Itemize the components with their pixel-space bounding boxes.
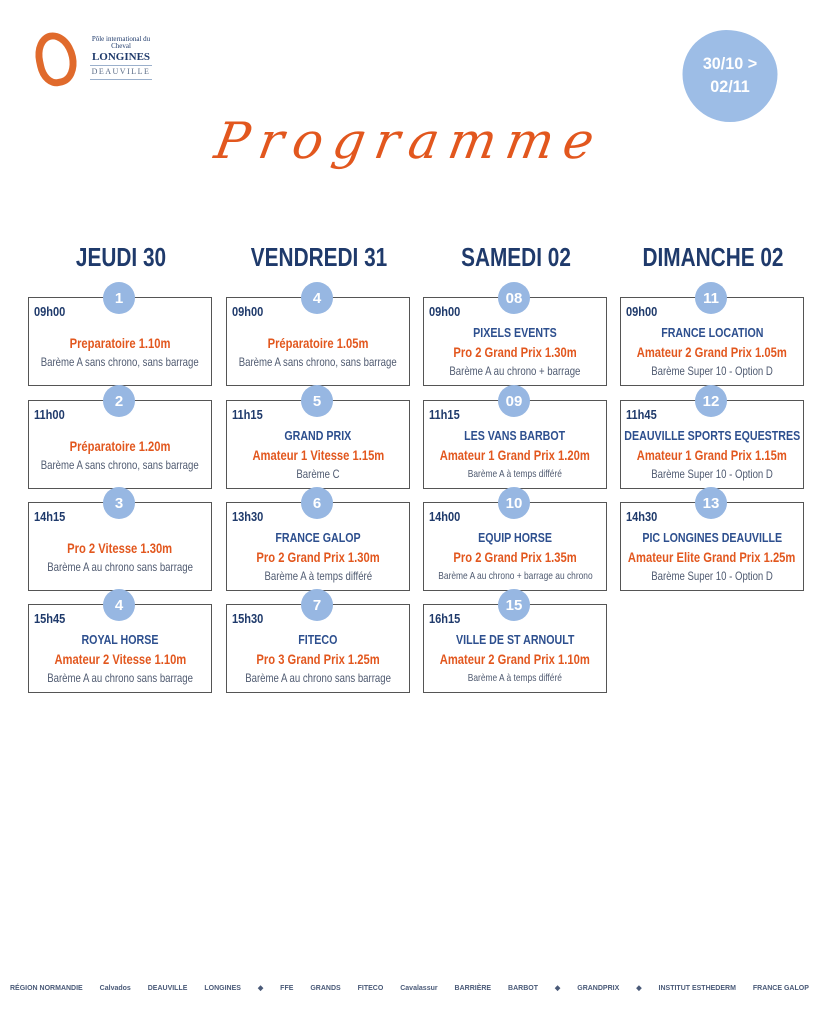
day-column bbox=[28, 240, 214, 685]
event-bareme: Barème A au chrono sans barrage bbox=[47, 559, 193, 574]
event-name: Pro 2 Grand Prix 1.35m bbox=[453, 548, 577, 565]
event-time: 11h45 bbox=[626, 407, 657, 422]
event-bareme: Barème A au chrono + barrage au chrono bbox=[437, 569, 593, 582]
event-card bbox=[423, 289, 607, 386]
sponsor-logo: ◆ bbox=[554, 985, 561, 992]
event-number-badge: 11 bbox=[695, 282, 727, 314]
event-name: Amateur 1 Vitesse 1.15m bbox=[252, 446, 384, 463]
event-bareme: Barème A sans chrono, sans barrage bbox=[41, 457, 199, 472]
sponsor-logo: BARRIÈRE bbox=[454, 984, 492, 992]
event-name: Amateur Elite Grand Prix 1.25m bbox=[628, 548, 796, 565]
sponsor-logo: BARBOT bbox=[508, 984, 538, 992]
event-bareme: Barème Super 10 - Option D bbox=[651, 466, 773, 481]
event-name: Amateur 1 Grand Prix 1.20m bbox=[439, 446, 591, 463]
event-bareme: Barème Super 10 - Option D bbox=[651, 568, 773, 583]
page-title: Programme bbox=[210, 112, 609, 170]
event-card bbox=[28, 392, 212, 489]
event-name: Préparatoire 1.20m bbox=[69, 437, 171, 454]
date-end: 02/11 bbox=[710, 77, 750, 96]
event-number-badge: 13 bbox=[695, 487, 727, 519]
event-card bbox=[226, 289, 410, 386]
event-number-badge: 7 bbox=[301, 589, 333, 621]
event-sponsor: FITECO bbox=[298, 631, 338, 647]
day-column bbox=[226, 240, 412, 685]
event-name: Amateur 2 Grand Prix 1.10m bbox=[439, 650, 591, 667]
event-sponsor: PIXELS EVENTS bbox=[473, 324, 557, 340]
event-sponsor: FRANCE LOCATION bbox=[660, 324, 764, 340]
event-time: 11h15 bbox=[232, 407, 263, 422]
event-number-badge: 5 bbox=[301, 385, 333, 417]
event-time: 09h00 bbox=[232, 304, 264, 319]
event-name: Pro 2 Grand Prix 1.30m bbox=[256, 548, 380, 565]
event-sponsor: EQUIP HORSE bbox=[478, 529, 552, 545]
event-time: 11h15 bbox=[429, 407, 460, 422]
event-sponsor: DEAUVILLE SPORTS EQUESTRES bbox=[624, 427, 800, 443]
event-card bbox=[620, 289, 804, 386]
date-range-badge bbox=[683, 30, 778, 122]
event-card bbox=[28, 596, 212, 693]
sponsor-logo: FRANCE GALOP bbox=[752, 984, 809, 992]
event-time: 15h45 bbox=[34, 611, 66, 626]
event-bareme: Barème A au chrono + barrage bbox=[449, 363, 581, 378]
event-number-badge: 10 bbox=[498, 487, 530, 519]
day-column bbox=[423, 240, 609, 684]
event-number-badge: 12 bbox=[695, 385, 727, 417]
event-name: Pro 3 Grand Prix 1.25m bbox=[256, 650, 380, 667]
event-time: 09h00 bbox=[429, 304, 461, 319]
event-number-badge: 3 bbox=[103, 487, 135, 519]
day-column bbox=[620, 240, 806, 583]
event-card bbox=[620, 392, 804, 489]
event-name: Pro 2 Grand Prix 1.30m bbox=[453, 343, 577, 360]
sponsor-logo: FITECO bbox=[357, 984, 384, 992]
sponsor-logo: LONGINES bbox=[204, 984, 241, 992]
date-start: 30/10 > bbox=[702, 54, 758, 74]
sponsor-logos bbox=[10, 968, 809, 1008]
event-number-badge: 15 bbox=[498, 589, 530, 621]
event-time: 14h15 bbox=[34, 509, 66, 524]
event-time: 09h00 bbox=[34, 304, 66, 319]
event-card bbox=[226, 494, 410, 591]
event-card bbox=[28, 289, 212, 386]
event-sponsor: ROYAL HORSE bbox=[81, 631, 159, 647]
event-sponsor: VILLE DE ST ARNOULT bbox=[455, 631, 575, 647]
event-number-badge: 09 bbox=[498, 385, 530, 417]
event-number-badge: 6 bbox=[301, 487, 333, 519]
event-name: Pro 2 Vitesse 1.30m bbox=[67, 539, 173, 556]
logo-line2: LONGINES bbox=[90, 52, 152, 67]
event-name: Preparatoire 1.10m bbox=[69, 334, 171, 351]
sponsor-logo: ◆ bbox=[257, 985, 264, 992]
event-number-badge: 1 bbox=[103, 282, 135, 314]
event-card bbox=[423, 494, 607, 591]
event-bareme: Barème A à temps différé bbox=[467, 671, 563, 684]
event-sponsor: LES VANS BARBOT bbox=[464, 427, 566, 443]
pole-international-logo bbox=[36, 32, 156, 90]
event-card bbox=[423, 392, 607, 489]
event-time: 15h30 bbox=[232, 611, 264, 626]
sponsor-logo: ◆ bbox=[636, 985, 642, 992]
logo-ring-icon bbox=[31, 28, 81, 89]
event-card bbox=[423, 596, 607, 693]
event-time: 09h00 bbox=[626, 304, 658, 319]
sponsor-logo: Cavalassur bbox=[400, 984, 438, 992]
event-name: Préparatoire 1.05m bbox=[267, 334, 369, 351]
sponsor-logo: DEAUVILLE bbox=[147, 984, 188, 992]
sponsor-logo: FFE bbox=[280, 984, 294, 992]
logo-line1: Pôle international du Cheval bbox=[91, 35, 151, 51]
day-heading: VENDREDI 31 bbox=[250, 242, 388, 272]
event-number-badge: 08 bbox=[498, 282, 530, 314]
event-bareme: Barème A à temps différé bbox=[264, 568, 372, 583]
event-time: 13h30 bbox=[232, 509, 264, 524]
event-sponsor: FRANCE GALOP bbox=[275, 529, 361, 545]
event-name: Amateur 1 Grand Prix 1.15m bbox=[636, 446, 788, 463]
event-time: 11h00 bbox=[34, 407, 65, 422]
logo-line3: DEAUVILLE bbox=[90, 68, 152, 79]
event-bareme: Barème Super 10 - Option D bbox=[651, 363, 773, 378]
event-time: 14h00 bbox=[429, 509, 461, 524]
event-name: Amateur 2 Vitesse 1.10m bbox=[54, 650, 186, 667]
sponsor-logo: RÉGION NORMANDIE bbox=[10, 984, 83, 992]
event-number-badge: 4 bbox=[103, 589, 135, 621]
day-heading: DIMANCHE 02 bbox=[642, 242, 784, 272]
event-bareme: Barème A sans chrono, sans barrage bbox=[41, 354, 199, 369]
event-time: 14h30 bbox=[626, 509, 658, 524]
event-card bbox=[226, 596, 410, 693]
day-heading: JEUDI 30 bbox=[75, 242, 167, 272]
sponsor-logo: GRANDS bbox=[310, 984, 341, 992]
event-sponsor: GRAND PRIX bbox=[284, 427, 352, 443]
event-number-badge: 4 bbox=[301, 282, 333, 314]
event-bareme: Barème A à temps différé bbox=[467, 467, 563, 480]
event-bareme: Barème C bbox=[296, 466, 340, 481]
sponsor-logo: Calvados bbox=[99, 984, 131, 992]
event-card bbox=[620, 494, 804, 591]
event-sponsor: PIC LONGINES DEAUVILLE bbox=[642, 529, 782, 545]
event-bareme: Barème A au chrono sans barrage bbox=[47, 670, 193, 685]
event-bareme: Barème A sans chrono, sans barrage bbox=[239, 354, 397, 369]
event-bareme: Barème A au chrono sans barrage bbox=[245, 670, 391, 685]
event-card bbox=[226, 392, 410, 489]
event-name: Amateur 2 Grand Prix 1.05m bbox=[636, 343, 788, 360]
event-card bbox=[28, 494, 212, 591]
day-heading: SAMEDI 02 bbox=[461, 242, 571, 272]
event-time: 16h15 bbox=[429, 611, 461, 626]
event-number-badge: 2 bbox=[103, 385, 135, 417]
sponsor-logo: INSTITUT ESTHEDERM bbox=[658, 984, 736, 992]
sponsor-logo: GRANDPRIX bbox=[577, 984, 620, 992]
